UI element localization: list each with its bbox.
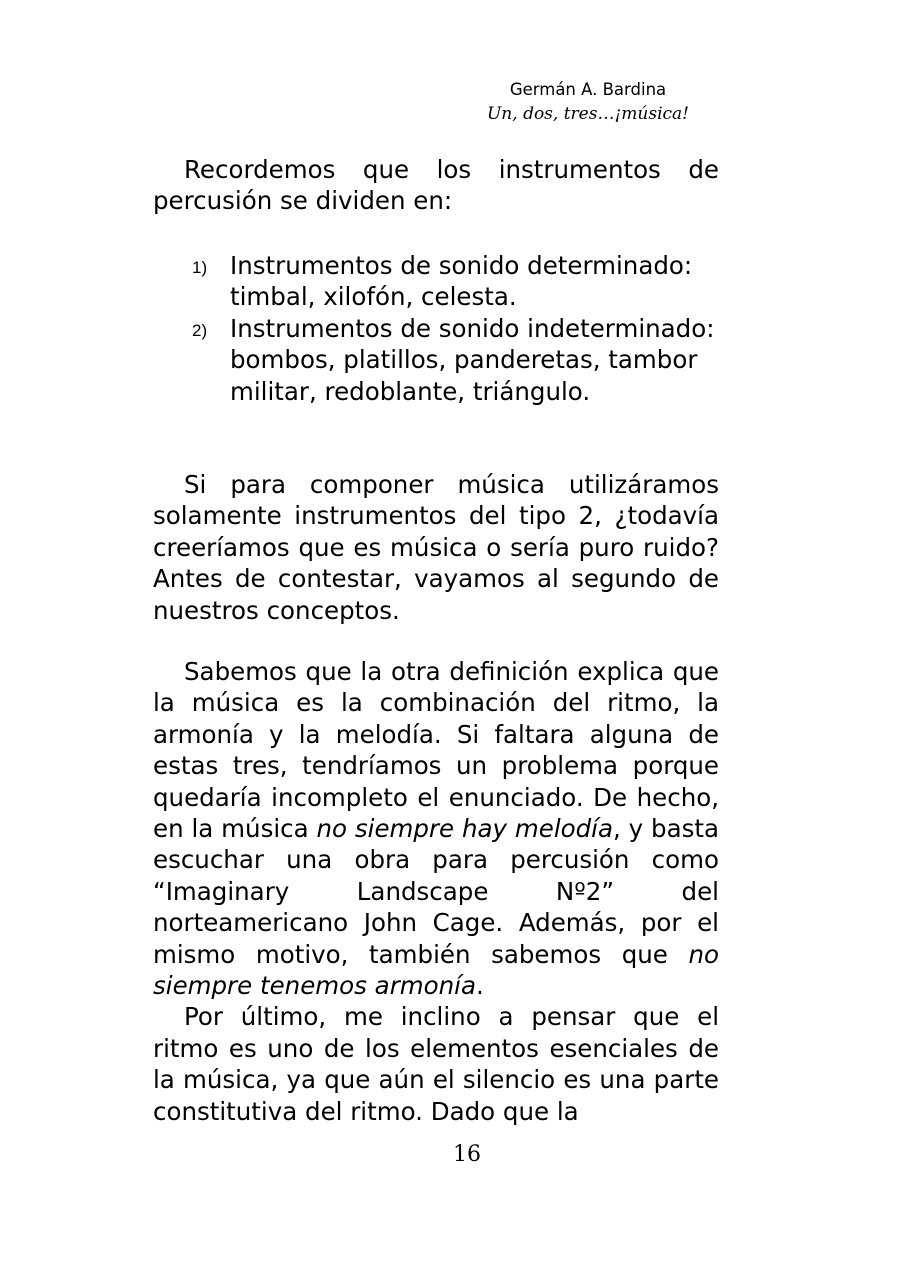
list-text: Instrumentos de sonido indeterminado: bombos, platillos, panderetas, tambor militar, redoblante, triángulo. [230,313,715,406]
emphasis-no-harmony: no siempre tenemos armonía [153,939,719,1001]
intro-block [153,154,719,217]
definition-paragraph [153,656,719,1001]
definition-block [153,656,719,1127]
definition-text-2: , y basta escuchar una obra para percusión como “Imaginary Landscape Nº2” del norteamericano John Cage. Además, por el mismo motivo, también sabemos que [153,814,720,969]
list-number: 2) [192,320,208,340]
page-number: 16 [453,1142,481,1167]
rhythm-paragraph: Por último, me inclino a pensar que el ritmo es uno de los elementos esenciales de la música, ya que aún el silencio es una parte constitutiva del ritmo. Dado que la [153,1002,719,1126]
question-paragraph: Si para componer música utilizáramos solamente instrumentos del tipo 2, ¿todavía creeríamos que es música o sería puro ruido? Antes de contestar, vayamos al segundo de nuestros conceptos. [153,470,719,625]
intro-paragraph: Recordemos que los instrumentos de percusión se dividen en: [153,155,719,216]
question-block [153,469,719,626]
list-text: Instrumentos de sonido determinado: timbal, xilofón, celesta. [230,251,693,312]
emphasis-no-melody: no siempre hay melodía [316,814,614,844]
list-number: 1) [192,258,208,277]
definition-text-3: . [475,971,484,1001]
definition-text-1: Sabemos que la otra definición explica que la música es la combinación del ritmo, la armonía y la melodía. Si faltara alguna de estas tres, tendríamos un problema porque quedaría incompleto el enunciado. De hecho, en la música [153,657,719,844]
book-title: Un, dos, tres…¡música! [486,104,690,124]
author-name: Germán A. Bardina [509,80,667,99]
running-header [478,78,698,126]
percussion-list [190,250,730,407]
list-item [190,313,730,407]
list-item [190,250,730,313]
